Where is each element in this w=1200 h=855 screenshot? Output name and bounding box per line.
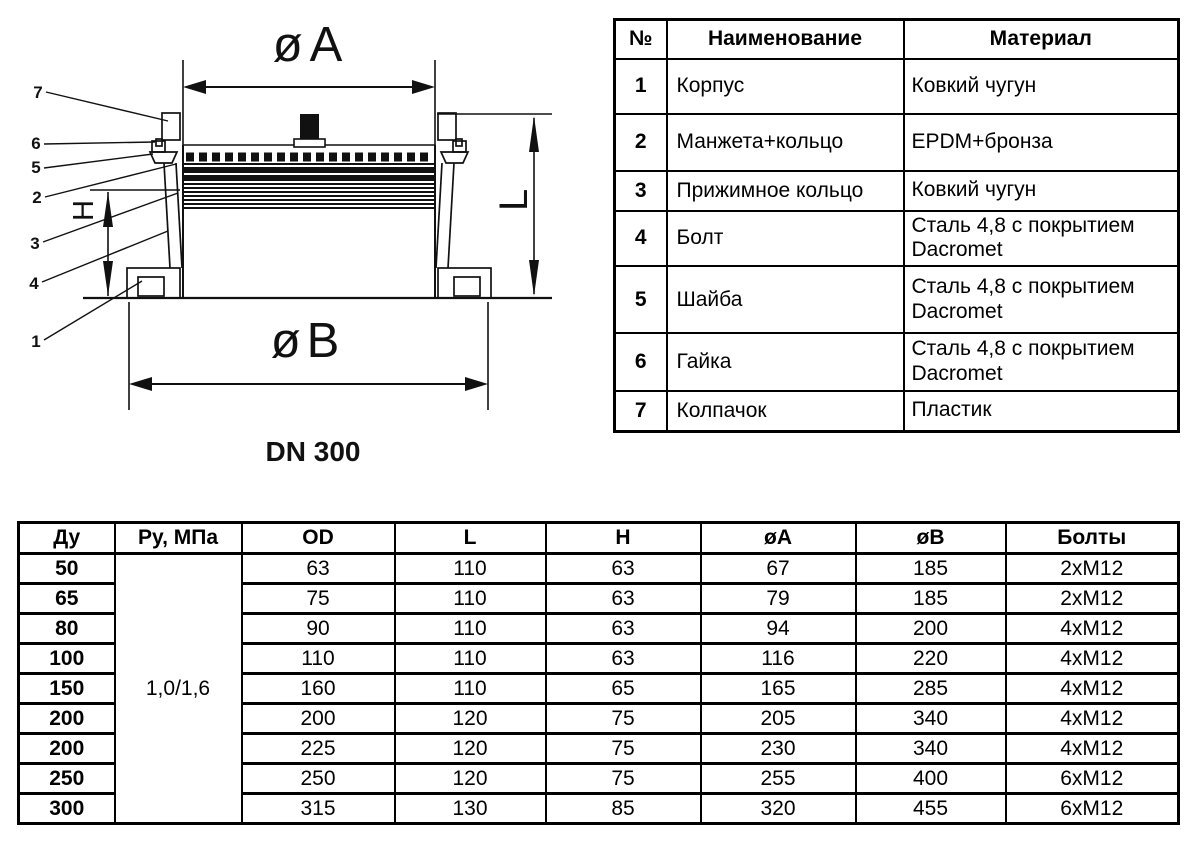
parts-row: [615, 391, 1179, 431]
cell-od: 110: [242, 644, 395, 674]
part-material: Ковкий чугун: [904, 59, 1179, 114]
part-num: 4: [615, 211, 667, 267]
cell-h: 75: [546, 734, 701, 764]
cell-bolts: 4xM12: [1006, 644, 1179, 674]
cell-da: 116: [701, 644, 856, 674]
cell-db: 185: [856, 584, 1006, 614]
part-label-5: 5: [31, 158, 41, 177]
cell-du: 100: [19, 644, 115, 674]
cell-du: 200: [19, 734, 115, 764]
cell-bolts: 4xM12: [1006, 614, 1179, 644]
part-name: Манжета+кольцо: [667, 114, 904, 171]
col-header-da: øA: [701, 523, 856, 554]
right-foot: [438, 268, 491, 298]
cell-l: 120: [395, 764, 546, 794]
cell-l: 120: [395, 734, 546, 764]
dims-row: [19, 554, 1179, 584]
cell-db: 340: [856, 734, 1006, 764]
cell-da: 205: [701, 704, 856, 734]
cell-du: 200: [19, 704, 115, 734]
dim-a-arrow-left: [183, 80, 206, 94]
cell-da: 165: [701, 674, 856, 704]
cell-od: 250: [242, 764, 395, 794]
drawing-caption: DN 300: [265, 436, 361, 467]
cell-db: 285: [856, 674, 1006, 704]
cell-da: 255: [701, 764, 856, 794]
top-bolt: [300, 114, 319, 140]
dims-header-row: [19, 523, 1179, 554]
part-material: Сталь 4,8 с покрытием Dacromet: [904, 211, 1179, 267]
dim-l-label: L: [492, 188, 536, 211]
dim-h-arrow-bottom: [103, 261, 113, 296]
cell-h: 85: [546, 794, 701, 824]
cell-l: 130: [395, 794, 546, 824]
dim-a-label: øA: [272, 18, 350, 72]
cell-db: 340: [856, 704, 1006, 734]
parts-header-row: [615, 20, 1179, 59]
part-material: Сталь 4,8 с покрытием Dacromet: [904, 333, 1179, 391]
dim-h-arrow-top: [103, 192, 113, 227]
part-num: 6: [615, 333, 667, 391]
cell-bolts: 4xM12: [1006, 674, 1179, 704]
cell-db: 185: [856, 554, 1006, 584]
cell-db: 455: [856, 794, 1006, 824]
col-header-material: Материал: [904, 20, 1179, 59]
parts-row: [615, 171, 1179, 211]
cell-l: 120: [395, 704, 546, 734]
right-flange: [436, 113, 468, 268]
cell-od: 63: [242, 554, 395, 584]
dim-a-arrow-right: [412, 80, 435, 94]
cell-du: 150: [19, 674, 115, 704]
cell-l: 110: [395, 614, 546, 644]
top-bolt-base: [294, 139, 325, 147]
parts-row: [615, 333, 1179, 391]
cell-l: 110: [395, 554, 546, 584]
cell-od: 75: [242, 584, 395, 614]
part-label-2: 2: [32, 188, 42, 207]
cell-h: 75: [546, 764, 701, 794]
dim-l-arrow-top: [529, 116, 539, 152]
cell-du: 65: [19, 584, 115, 614]
part-material: Ковкий чугун: [904, 171, 1179, 211]
cell-db: 200: [856, 614, 1006, 644]
cell-bolts: 2xM12: [1006, 584, 1179, 614]
col-header-bolts: Болты: [1006, 523, 1179, 554]
cell-du: 80: [19, 614, 115, 644]
cell-bolts: 2xM12: [1006, 554, 1179, 584]
col-header-l: L: [395, 523, 546, 554]
dim-l-arrow-bottom: [529, 260, 539, 296]
cell-bolts: 4xM12: [1006, 734, 1179, 764]
cell-bolts: 6xM12: [1006, 764, 1179, 794]
parts-row: [615, 266, 1179, 333]
part-label-4: 4: [29, 274, 39, 293]
part-name: Гайка: [667, 333, 904, 391]
part-num: 2: [615, 114, 667, 171]
part-label-7: 7: [33, 83, 43, 102]
cell-od: 315: [242, 794, 395, 824]
cell-l: 110: [395, 584, 546, 614]
part-name: Корпус: [667, 59, 904, 114]
part-material: Сталь 4,8 с покрытием Dacromet: [904, 266, 1179, 333]
cell-du: 50: [19, 554, 115, 584]
part-name: Шайба: [667, 266, 904, 333]
cell-du: 300: [19, 794, 115, 824]
part-name: Колпачок: [667, 391, 904, 431]
cell-h: 63: [546, 614, 701, 644]
cell-h: 63: [546, 644, 701, 674]
col-header-pn: Ру, МПа: [115, 523, 242, 554]
parts-row: [615, 114, 1179, 171]
col-header-db: øB: [856, 523, 1006, 554]
cell-da: 94: [701, 614, 856, 644]
cell-bolts: 4xM12: [1006, 704, 1179, 734]
part-number-labels: [29, 83, 42, 351]
part-material: EPDM+бронза: [904, 114, 1179, 171]
part-material: Пластик: [904, 391, 1179, 431]
cell-h: 63: [546, 584, 701, 614]
left-foot: [127, 268, 180, 298]
col-header-h: H: [546, 523, 701, 554]
part-label-3: 3: [30, 234, 40, 253]
dimensions-table: [17, 521, 1180, 825]
cell-db: 400: [856, 764, 1006, 794]
parts-row: [615, 59, 1179, 114]
technical-drawing: [0, 0, 600, 480]
part-num: 1: [615, 59, 667, 114]
col-header-num: №: [615, 20, 667, 59]
part-label-1: 1: [31, 332, 41, 351]
cell-od: 90: [242, 614, 395, 644]
cell-du: 250: [19, 764, 115, 794]
cell-da: 320: [701, 794, 856, 824]
part-name: Болт: [667, 211, 904, 267]
part-num: 7: [615, 391, 667, 431]
col-header-du: Ду: [19, 523, 115, 554]
cell-od: 160: [242, 674, 395, 704]
cell-pressure: 1,0/1,6: [115, 554, 242, 824]
cell-h: 75: [546, 704, 701, 734]
cell-l: 110: [395, 674, 546, 704]
col-header-od: OD: [242, 523, 395, 554]
cell-da: 79: [701, 584, 856, 614]
part-name: Прижимное кольцо: [667, 171, 904, 211]
part-label-6: 6: [31, 134, 41, 153]
coupling-body: [83, 145, 552, 298]
cell-od: 200: [242, 704, 395, 734]
cell-od: 225: [242, 734, 395, 764]
part-num: 5: [615, 266, 667, 333]
cell-db: 220: [856, 644, 1006, 674]
cell-l: 110: [395, 644, 546, 674]
parts-table: [613, 18, 1180, 433]
cell-h: 65: [546, 674, 701, 704]
cell-bolts: 6xM12: [1006, 794, 1179, 824]
dim-b-label: øB: [270, 314, 346, 368]
dim-h-label: H: [68, 200, 100, 221]
part-num: 3: [615, 171, 667, 211]
dim-b-arrow-right: [465, 377, 488, 391]
col-header-name: Наименование: [667, 20, 904, 59]
cell-h: 63: [546, 554, 701, 584]
parts-row: [615, 211, 1179, 267]
dim-b-arrow-left: [129, 377, 152, 391]
cell-da: 230: [701, 734, 856, 764]
cell-da: 67: [701, 554, 856, 584]
